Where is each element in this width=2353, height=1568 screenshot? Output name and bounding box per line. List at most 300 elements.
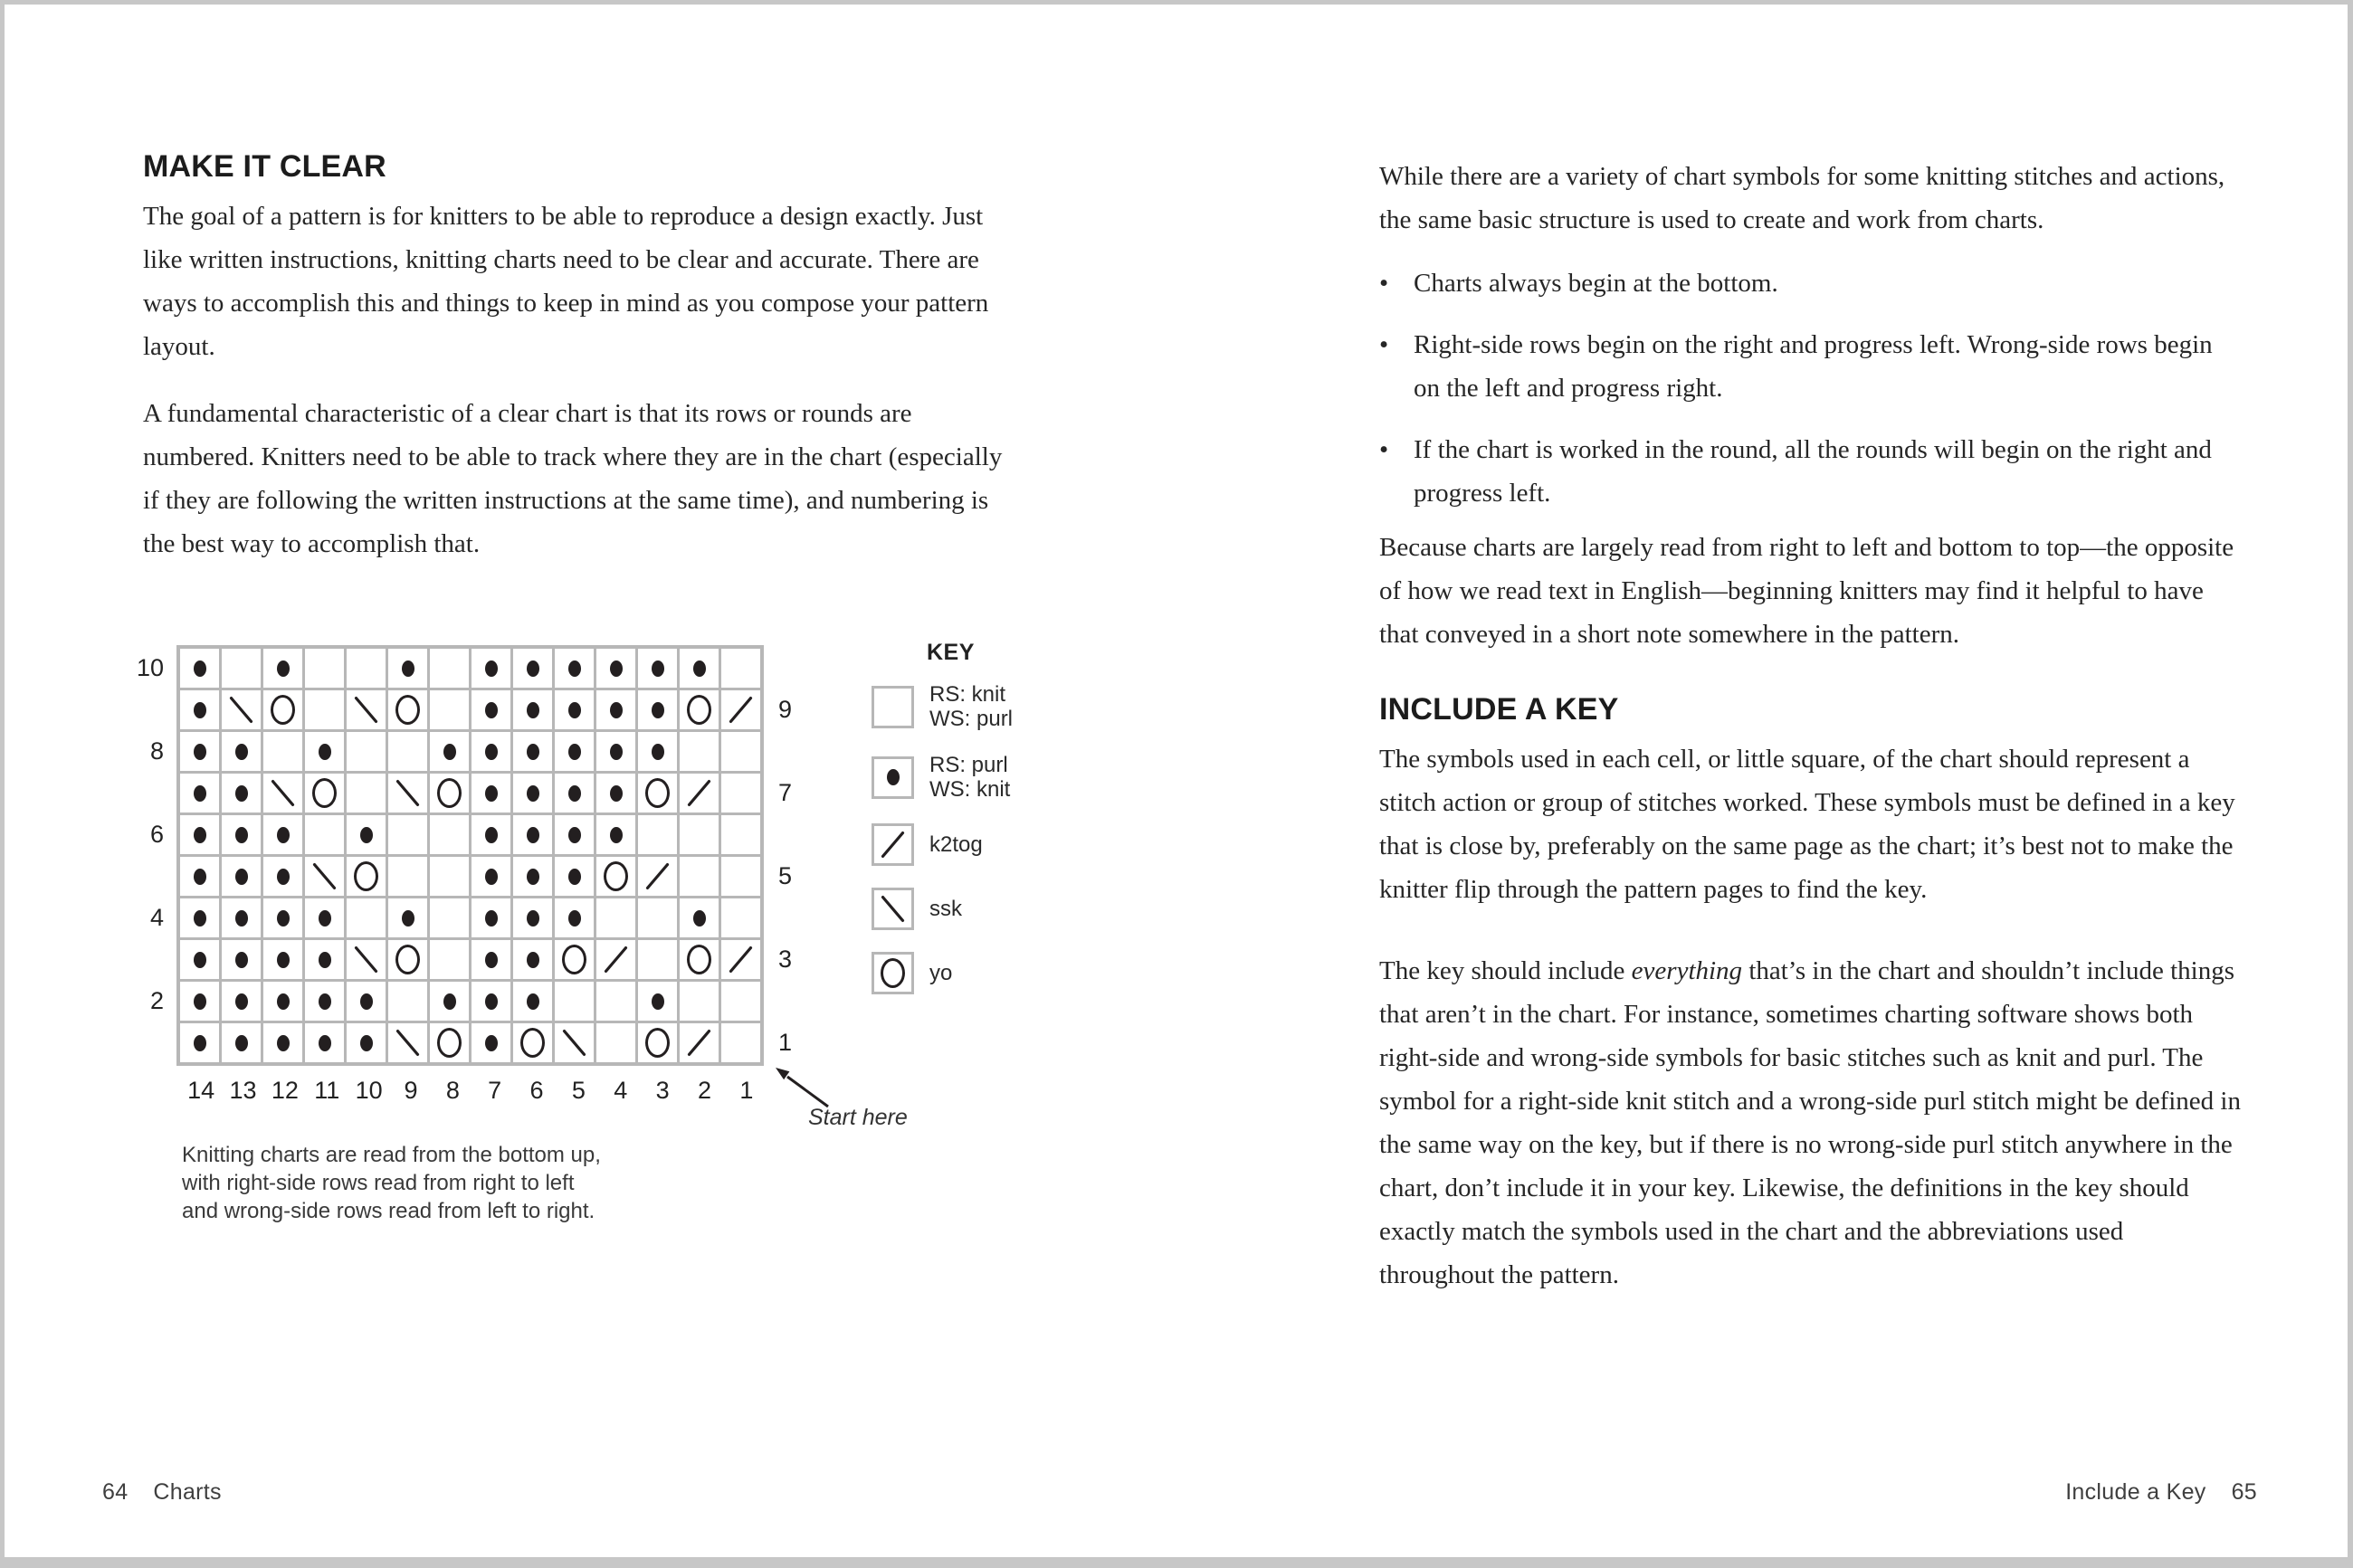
purl-dot-icon	[527, 702, 539, 718]
key-symbol-box	[872, 888, 914, 930]
row-number-label: 5	[778, 862, 793, 889]
start-here-label: Start here	[808, 1105, 908, 1130]
chart-cell	[263, 940, 302, 979]
bullet-icon: •	[1379, 435, 1389, 464]
key-entry	[872, 952, 1013, 994]
chart-caption	[182, 1141, 601, 1225]
chart-cell	[222, 1023, 261, 1062]
chart-cell	[430, 815, 469, 854]
purl-dot-icon	[235, 993, 248, 1010]
purl-dot-icon	[194, 910, 206, 927]
key-symbol-box	[872, 823, 914, 866]
purl-dot-icon	[485, 993, 498, 1010]
purl-dot-icon	[402, 660, 414, 677]
chart-cell	[638, 732, 677, 771]
chart-cell	[555, 815, 594, 854]
chart-cell	[721, 774, 760, 813]
purl-dot-icon	[485, 869, 498, 885]
ssk-backslash-icon	[389, 1024, 426, 1061]
purl-dot-icon	[194, 744, 206, 760]
chart-cell	[638, 1023, 677, 1062]
chart-cell	[347, 982, 386, 1021]
yo-circle-icon	[271, 695, 295, 725]
chart-cell	[305, 982, 344, 1021]
purl-dot-icon	[194, 660, 206, 677]
column-number-label: 4	[614, 1077, 628, 1104]
purl-dot-icon	[319, 952, 331, 968]
chart-cell	[430, 649, 469, 688]
purl-dot-icon	[277, 993, 290, 1010]
chart-cell	[472, 1023, 510, 1062]
key-label: k2tog	[929, 832, 983, 857]
row-number-label: 3	[778, 946, 793, 973]
chart-cell	[721, 690, 760, 729]
purl-dot-icon	[527, 827, 539, 843]
footer-section-left: Charts	[153, 1479, 222, 1505]
key-label: RS: knit WS: purl	[929, 682, 1014, 731]
column-number-label: 7	[488, 1077, 502, 1104]
chart-cell	[721, 732, 760, 771]
key-entry	[872, 823, 1013, 866]
chart-cell	[430, 898, 469, 937]
purl-dot-icon	[235, 827, 248, 843]
caption-line: Knitting charts are read from the bottom up,	[182, 1143, 601, 1167]
col-labels	[176, 1077, 771, 1105]
chart-grid	[176, 645, 764, 1066]
column-number-label: 10	[355, 1077, 383, 1104]
chart-cell	[513, 774, 552, 813]
chart-cell	[680, 898, 719, 937]
chart-cell	[263, 815, 302, 854]
chart-cell	[472, 898, 510, 937]
chart-cell	[721, 1023, 760, 1062]
ssk-backslash-icon	[306, 858, 343, 895]
yo-circle-icon	[687, 945, 711, 974]
purl-dot-icon	[527, 952, 539, 968]
row-number-label	[778, 732, 820, 771]
key-entry	[872, 888, 1013, 930]
purl-dot-icon	[194, 993, 206, 1010]
chart-cell	[596, 649, 635, 688]
footer-left	[102, 1479, 222, 1506]
chart-cell	[347, 774, 386, 813]
key-label: ssk	[929, 897, 962, 921]
purl-dot-icon	[652, 744, 664, 760]
left-paragraph-1: The goal of a pattern is for knitters to be able to reproduce a design exactly. Just like written instructions, knitting charts need to be clear and accurate. There are ways to accomplish this and things to keep in mind as you compose your pattern layout.	[143, 202, 989, 361]
chart-cell	[263, 690, 302, 729]
chart-cell	[222, 982, 261, 1021]
purl-dot-icon	[235, 910, 248, 927]
column-number-label: 2	[697, 1077, 711, 1104]
purl-dot-icon	[610, 660, 623, 677]
purl-dot-icon	[568, 869, 581, 885]
chart-cell	[388, 1023, 427, 1062]
chart-cell	[472, 690, 510, 729]
chart-cell	[680, 774, 719, 813]
purl-dot-icon	[568, 702, 581, 718]
include-key-paragraph-2	[1379, 949, 2241, 1297]
bullet-icon: •	[1379, 330, 1389, 359]
row-labels-left	[122, 645, 164, 1066]
chart-cell	[472, 732, 510, 771]
footer-section-right: Include a Key	[2065, 1479, 2206, 1505]
right-paragraph-reading: Because charts are largely read from right to left and bottom to top—the opposite of how we read text in English—beginning knitters may find it helpful to have that conveyed in a short note somewhere in the pattern.	[1379, 533, 2234, 649]
paragraph-text: that’s in the chart and shouldn’t include things that aren’t in the chart. For instance, sometimes charting software shows both right-side and wrong-side symbols for basic stitches such as knit and purl. The symbol for a right-side knit stitch and a wrong-side purl stitch might be defined in the same way on the key, but if there is no wrong-side purl stitch anywhere in the chart, don’t include it in your key. Likewise, the definitions in the key should exactly match the symbols used in the chart and the abbreviations used throughout the pattern.	[1379, 956, 2241, 1289]
column-number-label: 5	[571, 1077, 586, 1104]
chart-cell	[596, 690, 635, 729]
chart-cell	[388, 815, 427, 854]
yo-circle-icon	[520, 1028, 545, 1058]
row-number-label	[122, 940, 164, 979]
purl-dot-icon	[235, 1035, 248, 1051]
column-number-label: 13	[229, 1077, 257, 1104]
chart-cell	[430, 774, 469, 813]
bullet-text: If the chart is worked in the round, all the rounds will begin on the right and progress left.	[1414, 435, 2212, 508]
purl-dot-icon	[319, 1035, 331, 1051]
chart-cell	[513, 857, 552, 896]
row-number-label	[122, 690, 164, 729]
chart-cell	[388, 649, 427, 688]
purl-dot-icon	[360, 827, 373, 843]
chart-cell	[305, 940, 344, 979]
chart-cell	[305, 815, 344, 854]
chart-cell	[472, 774, 510, 813]
chart-cell	[721, 649, 760, 688]
yo-circle-icon	[645, 1028, 670, 1058]
chart-cell	[347, 732, 386, 771]
k2tog-slash-icon	[639, 858, 676, 895]
purl-dot-icon	[485, 660, 498, 677]
bullet-icon: •	[1379, 269, 1389, 298]
bullet-text: Right-side rows begin on the right and progress left. Wrong-side rows begin on the left and progress right.	[1414, 330, 2213, 403]
page-frame	[5, 5, 2348, 1557]
chart-cell	[680, 1023, 719, 1062]
purl-dot-icon	[402, 910, 414, 927]
bullet-list	[1379, 261, 2241, 533]
chart-cell	[513, 815, 552, 854]
row-number-label: 6	[149, 821, 164, 848]
ssk-backslash-icon	[348, 691, 385, 728]
purl-dot-icon	[568, 660, 581, 677]
key-symbol-box	[872, 952, 914, 994]
chart-cell	[180, 1023, 219, 1062]
row-number-label	[778, 898, 820, 937]
purl-dot-icon	[277, 827, 290, 843]
chart-cell	[180, 649, 219, 688]
chart-cell	[347, 898, 386, 937]
purl-dot-icon	[568, 910, 581, 927]
yo-circle-icon	[562, 945, 586, 974]
purl-dot-icon	[485, 785, 498, 802]
chart-cell	[472, 940, 510, 979]
chart-cell	[513, 940, 552, 979]
k2tog-slash-icon	[597, 941, 634, 978]
footer-right	[2065, 1479, 2257, 1506]
chart-cell	[555, 690, 594, 729]
chart-cell	[721, 857, 760, 896]
purl-dot-icon	[443, 993, 456, 1010]
chart-cell	[721, 982, 760, 1021]
yo-circle-icon	[604, 861, 628, 891]
chart-cell	[513, 732, 552, 771]
chart-cell	[305, 774, 344, 813]
row-number-label	[778, 982, 820, 1021]
purl-dot-icon	[610, 827, 623, 843]
ssk-backslash-icon	[223, 691, 260, 728]
chart-cell	[347, 815, 386, 854]
row-labels-right	[778, 645, 820, 1066]
chart-cell	[596, 815, 635, 854]
chart-cell	[388, 898, 427, 937]
purl-dot-icon	[277, 1035, 290, 1051]
paragraph-text: The key should include	[1379, 956, 1632, 985]
chart-cell	[638, 940, 677, 979]
chart-cell	[222, 898, 261, 937]
purl-dot-icon	[235, 744, 248, 760]
chart-cell	[555, 649, 594, 688]
chart-cell	[680, 940, 719, 979]
chart-cell	[305, 1023, 344, 1062]
purl-dot-icon	[194, 1035, 206, 1051]
ssk-backslash-icon	[348, 941, 385, 978]
italic-text: everything	[1631, 956, 1743, 985]
yo-circle-icon	[687, 695, 711, 725]
chart-cell	[388, 982, 427, 1021]
chart-cell	[721, 940, 760, 979]
purl-dot-icon	[693, 910, 706, 927]
left-paragraph-2: A fundamental characteristic of a clear chart is that its rows or rounds are numbered. Knitters need to be able to track where they are in the chart (especially if they are following the written instructions at the same time), and numbering is the best way to accomplish that.	[143, 399, 1003, 558]
chart-cell	[472, 649, 510, 688]
column-number-label: 12	[271, 1077, 299, 1104]
key-label: RS: purl WS: knit	[929, 753, 1011, 802]
chart-cell	[222, 690, 261, 729]
purl-dot-icon	[443, 744, 456, 760]
chart-cell	[513, 649, 552, 688]
chart-cell	[347, 857, 386, 896]
column-number-label: 3	[655, 1077, 670, 1104]
purl-dot-icon	[277, 910, 290, 927]
chart-cell	[721, 898, 760, 937]
key-entries	[872, 682, 1013, 994]
chart-cell	[513, 898, 552, 937]
yo-circle-icon	[354, 861, 378, 891]
purl-dot-icon	[485, 1035, 498, 1051]
bullet-item	[1379, 323, 2241, 410]
k2tog-slash-icon	[874, 826, 911, 863]
start-here-arrow-icon	[772, 1065, 837, 1110]
bullet-text: Charts always begin at the bottom.	[1414, 269, 1778, 298]
chart-cell	[555, 982, 594, 1021]
chart-cell	[222, 940, 261, 979]
column-number-label: 14	[187, 1077, 215, 1104]
row-number-label: 9	[778, 696, 793, 723]
caption-line: with right-side rows read from right to left	[182, 1171, 575, 1195]
chart-cell	[388, 690, 427, 729]
chart-cell	[388, 732, 427, 771]
yo-circle-icon	[881, 958, 905, 988]
chart-cell	[680, 857, 719, 896]
purl-dot-icon	[887, 769, 900, 785]
chart-cell	[555, 774, 594, 813]
chart-cell	[347, 649, 386, 688]
purl-dot-icon	[527, 660, 539, 677]
purl-dot-icon	[485, 744, 498, 760]
chart-cell	[680, 690, 719, 729]
chart-cell	[680, 815, 719, 854]
purl-dot-icon	[360, 1035, 373, 1051]
purl-dot-icon	[693, 660, 706, 677]
ssk-backslash-icon	[389, 774, 426, 812]
chart-cell	[263, 732, 302, 771]
purl-dot-icon	[194, 952, 206, 968]
bullet-item	[1379, 428, 2241, 515]
purl-dot-icon	[527, 785, 539, 802]
chart-cell	[430, 982, 469, 1021]
chart-cell	[638, 815, 677, 854]
purl-dot-icon	[568, 744, 581, 760]
chart-cell	[430, 690, 469, 729]
purl-dot-icon	[319, 744, 331, 760]
footer-page-number-left: 64	[102, 1479, 129, 1505]
key-symbol-box	[872, 686, 914, 728]
purl-dot-icon	[194, 785, 206, 802]
chart-cell	[305, 857, 344, 896]
purl-dot-icon	[652, 660, 664, 677]
purl-dot-icon	[235, 952, 248, 968]
column-number-label: 9	[404, 1077, 418, 1104]
chart-cell	[680, 982, 719, 1021]
key-title: KEY	[927, 640, 975, 665]
yo-circle-icon	[645, 778, 670, 808]
purl-dot-icon	[568, 827, 581, 843]
chart-cell	[680, 649, 719, 688]
chart-cell	[555, 898, 594, 937]
purl-dot-icon	[235, 785, 248, 802]
purl-dot-icon	[527, 744, 539, 760]
purl-dot-icon	[277, 660, 290, 677]
purl-dot-icon	[194, 702, 206, 718]
column-number-label: 1	[739, 1077, 754, 1104]
yo-circle-icon	[312, 778, 337, 808]
chart-cell	[638, 898, 677, 937]
chart-cell	[263, 982, 302, 1021]
purl-dot-icon	[194, 827, 206, 843]
yo-circle-icon	[437, 1028, 462, 1058]
chart-cell	[596, 940, 635, 979]
purl-dot-icon	[485, 827, 498, 843]
chart-cell	[263, 774, 302, 813]
chart-cell	[263, 898, 302, 937]
key-entry	[872, 682, 1013, 731]
chart-cell	[430, 1023, 469, 1062]
k2tog-slash-icon	[722, 941, 759, 978]
chart-cell	[638, 857, 677, 896]
key-label: yo	[929, 961, 953, 985]
row-number-label: 1	[778, 1029, 793, 1056]
purl-dot-icon	[527, 993, 539, 1010]
chart-cell	[555, 1023, 594, 1062]
chart-cell	[555, 940, 594, 979]
right-intro-paragraph: While there are a variety of chart symbols for some knitting stitches and actions, the same basic structure is used to create and work from charts.	[1379, 162, 2225, 234]
yo-circle-icon	[437, 778, 462, 808]
ssk-backslash-icon	[264, 774, 301, 812]
chart-cell	[472, 857, 510, 896]
purl-dot-icon	[527, 869, 539, 885]
chart-cell	[638, 982, 677, 1021]
purl-dot-icon	[652, 702, 664, 718]
chart-cell	[513, 690, 552, 729]
bullet-item	[1379, 261, 2241, 305]
purl-dot-icon	[485, 910, 498, 927]
row-number-label	[122, 1023, 164, 1062]
purl-dot-icon	[485, 702, 498, 718]
chart-cell	[472, 982, 510, 1021]
k2tog-slash-icon	[722, 691, 759, 728]
key-entry	[872, 753, 1013, 802]
chart-cell	[513, 1023, 552, 1062]
row-number-label: 8	[149, 737, 164, 765]
chart-cell	[596, 774, 635, 813]
key-symbol-box	[872, 756, 914, 799]
chart-cell	[472, 815, 510, 854]
chart-cell	[430, 732, 469, 771]
chart-cell	[222, 774, 261, 813]
chart-cell	[388, 857, 427, 896]
chart-cell	[305, 690, 344, 729]
chart-cell	[347, 690, 386, 729]
chart-cell	[638, 774, 677, 813]
chart-cell	[180, 898, 219, 937]
chart-cell	[305, 732, 344, 771]
row-number-label	[778, 815, 820, 854]
chart-cell	[222, 815, 261, 854]
purl-dot-icon	[485, 952, 498, 968]
chart-cell	[680, 732, 719, 771]
chart-cell	[180, 690, 219, 729]
k2tog-slash-icon	[681, 1024, 718, 1061]
purl-dot-icon	[527, 910, 539, 927]
chart-cell	[222, 857, 261, 896]
row-number-label	[122, 774, 164, 813]
purl-dot-icon	[277, 952, 290, 968]
chart-key	[872, 640, 1013, 1016]
caption-line: and wrong-side rows read from left to right.	[182, 1199, 595, 1223]
purl-dot-icon	[194, 869, 206, 885]
purl-dot-icon	[610, 702, 623, 718]
purl-dot-icon	[319, 910, 331, 927]
row-number-label: 2	[149, 987, 164, 1014]
chart-cell	[430, 940, 469, 979]
include-key-paragraph-1: The symbols used in each cell, or little square, of the chart should represent a stitch action or group of stitches worked. These symbols must be defined in a key that is close by, preferably on the same page as the chart; it’s best not to make the knitter flip through the pattern pages to find the key.	[1379, 745, 2235, 904]
chart-cell	[721, 815, 760, 854]
purl-dot-icon	[360, 993, 373, 1010]
chart-cell	[263, 857, 302, 896]
column-number-label: 6	[529, 1077, 544, 1104]
chart-cell	[347, 940, 386, 979]
left-page-heading: MAKE IT CLEAR	[143, 149, 386, 184]
chart-cell	[180, 857, 219, 896]
purl-dot-icon	[319, 993, 331, 1010]
chart-cell	[263, 1023, 302, 1062]
purl-dot-icon	[277, 869, 290, 885]
k2tog-slash-icon	[681, 774, 718, 812]
chart-cell	[388, 774, 427, 813]
chart-cell	[222, 732, 261, 771]
chart-cell	[513, 982, 552, 1021]
row-number-label: 4	[149, 904, 164, 931]
chart-cell	[180, 815, 219, 854]
ssk-backslash-icon	[556, 1024, 593, 1061]
